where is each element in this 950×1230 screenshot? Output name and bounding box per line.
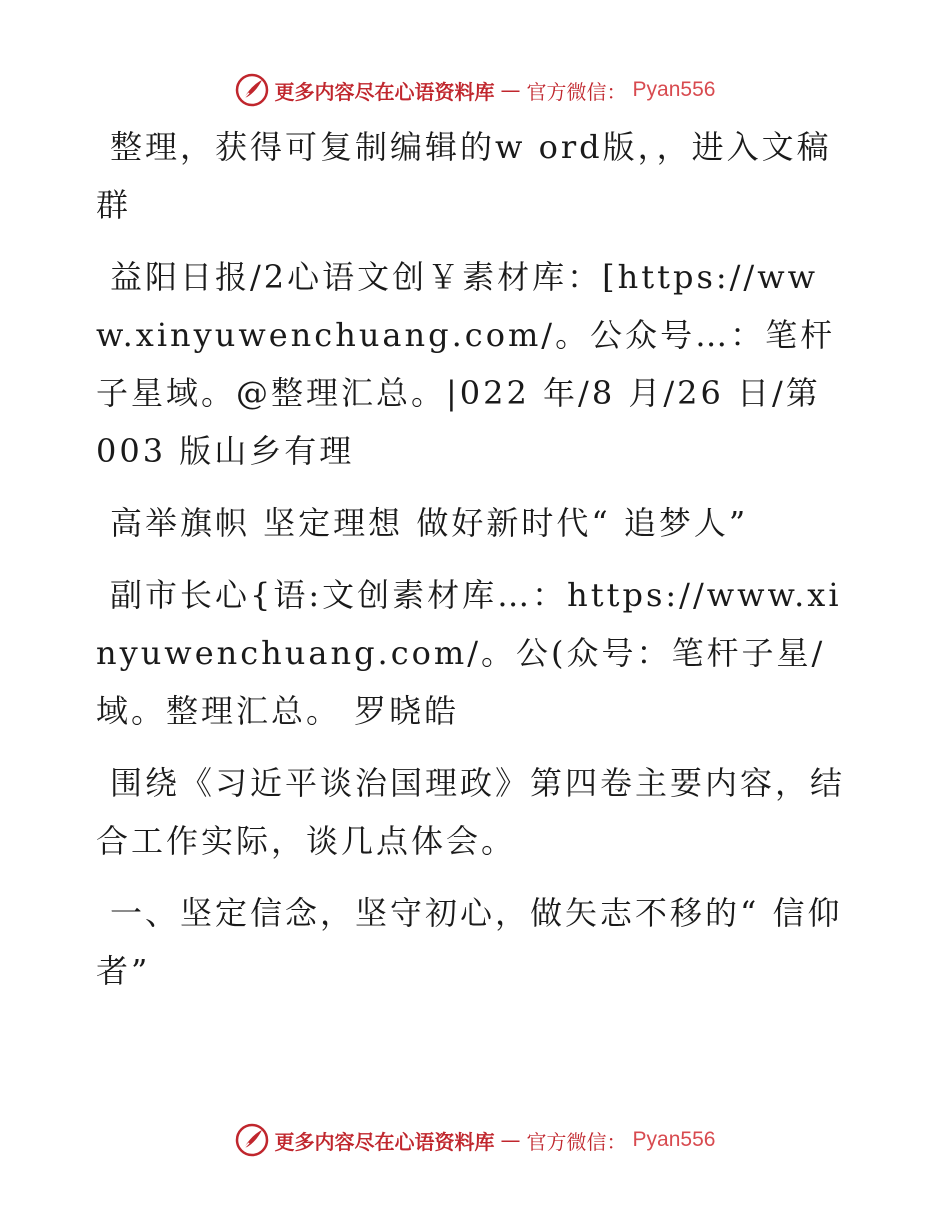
banner-text: 更多内容尽在心语资料库 — [274, 1129, 495, 1154]
banner-text: 更多内容尽在心语资料库 — [274, 79, 495, 104]
paragraph-3: 高举旗帜 坚定理想 做好新时代“ 追梦人” — [110, 504, 749, 542]
banner-account: Pyan556 — [632, 78, 716, 101]
header-watermark-banner — [0, 70, 950, 110]
paragraph-6: 一、坚定信念，坚守初心，做矢志不移的“ 信仰者” — [96, 894, 843, 990]
paragraph-5: 围绕《习近平谈治国理政》第四卷主要内容，结合工作实际，谈几点体会。 — [96, 764, 846, 860]
banner-dash: — — [500, 1128, 521, 1152]
banner-wechat-label: 官方微信： — [526, 1129, 627, 1154]
quill-pen-logo-icon — [235, 1123, 269, 1157]
banner-wechat-label: 官方微信： — [526, 79, 627, 104]
footer-watermark-banner — [0, 1120, 950, 1160]
document-body — [96, 118, 856, 1014]
paragraph-1: 整理，获得可复制编辑的w ord版，，进入文稿群 — [96, 128, 832, 224]
paragraph-4: 副市长心{语:文创素材库…：https://www.xinyuwenchuang.com/。公(众号：笔杆子星/域。整理汇总。 罗晓皓 — [96, 576, 842, 730]
paragraph-2: 益阳日报/2心语文创￥素材库：[https://www.xinyuwenchuang.com/。公众号…：笔杆子星域。@整理汇总。|022 年/8 月/26 日/第 003 版山乡有理 — [96, 258, 836, 470]
banner-account: Pyan556 — [632, 1128, 716, 1151]
quill-pen-logo-icon — [235, 73, 269, 107]
banner-dash: — — [500, 78, 521, 102]
